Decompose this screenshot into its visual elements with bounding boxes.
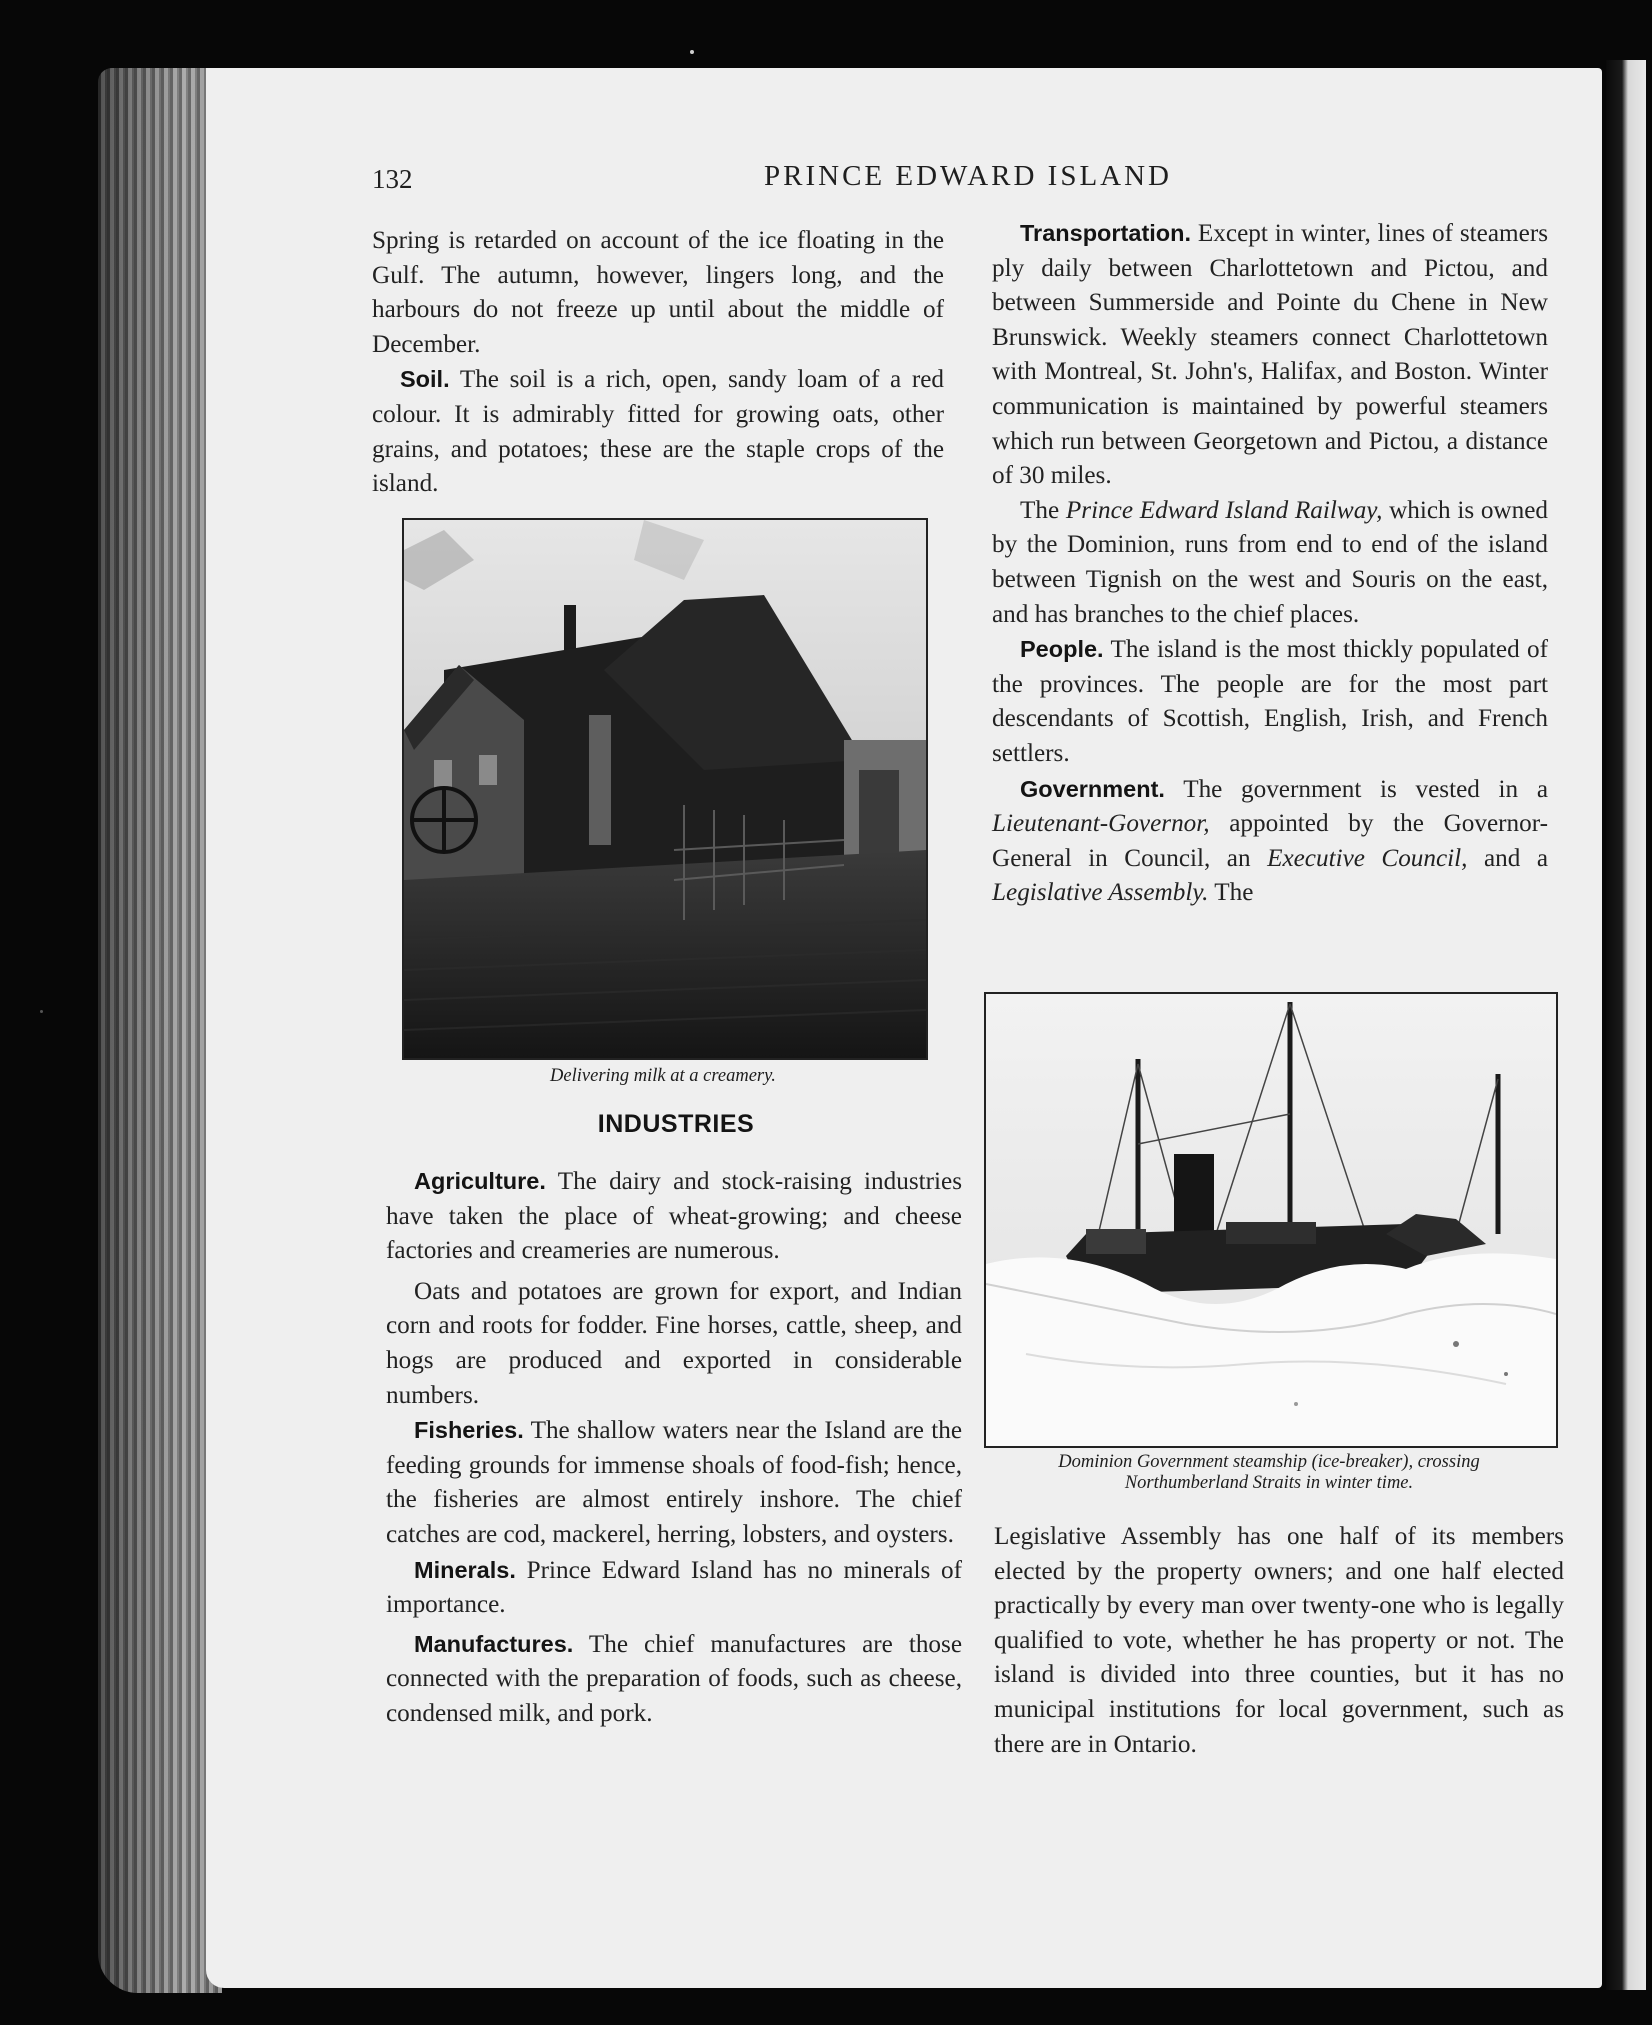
paragraph-railway: The Prince Edward Island Railway, which is owned by the Dominion, runs from end to end of the island between Tignish on the west and Souris on the east, and has branches to the chief places.: [992, 496, 1548, 628]
right-column-bottom: [994, 1520, 1564, 1762]
paragraph-crops: Oats and potatoes are grown for export, and Indian corn and roots for fodder. Fine horses, cattle, sheep, and hogs are produced and exported in considerable numbers.: [386, 1277, 962, 1409]
page-number: 132: [372, 164, 413, 194]
creamery-illustration: [404, 520, 926, 1058]
paragraph-fisheries: Fisheries. The shallow waters near the Island are the feeding grounds for immense shoals of food-fish; hence, the fisheries are almost entirely inshore. The chief catches are cod, mackerel, herring, lobsters, and oysters.: [386, 1417, 963, 1548]
heading-government: Government.: [1020, 775, 1165, 802]
paragraph-government: Government. The government is vested in a Lieutenant-Governor, appointed by the Governor-General in Council, an Executive Council, and a Legislative Assembly. The: [992, 775, 1548, 907]
page-header: [0, 160, 1652, 204]
paragraph-spring: Spring is retarded on account of the ice floating in the Gulf. The autumn, however, lingers long, and the harbours do not freeze up until about the middle of December.: [372, 227, 944, 358]
left-column-top: [372, 224, 944, 502]
paragraph-soil: Soil. The soil is a rich, open, sandy loam of a red colour. It is admirably fitted for growing oats, other grains, and potatoes; these are the staple crops of the island.: [372, 366, 944, 498]
steamship-caption-line-1: Dominion Government steamship (ice-breaker), crossing: [1058, 1452, 1480, 1472]
heading-minerals: Minerals.: [414, 1556, 516, 1583]
heading-people: People.: [1020, 636, 1104, 663]
paragraph-transportation: Transportation. Except in winter, lines of steamers ply daily between Charlottetown and Pictou, and between Summerside and Pointe du Chene in New Brunswick. Weekly steamers connect Charlottetown with Montreal, St. John's, Halifax, and Boston. Winter communication is maintained by powerful steamers which run between Georgetown and Pictou, a distance of 30 miles.: [992, 220, 1549, 490]
next-page-edge: [1606, 60, 1646, 1990]
book-spine: [98, 68, 222, 1993]
paragraph-agriculture: Agriculture. The dairy and stock-raising industries have taken the place of wheat-growing; and cheese factories and creameries are numerous.: [386, 1168, 962, 1265]
heading-fisheries: Fisheries.: [414, 1417, 524, 1444]
railway-name: Prince Edward Island Railway,: [1065, 496, 1383, 524]
left-column-industries: [386, 1164, 962, 1732]
right-column-top: [992, 216, 1548, 911]
running-title: PRINCE EDWARD ISLAND: [764, 160, 1172, 192]
industries-heading: INDUSTRIES: [597, 1110, 755, 1138]
heading-agriculture: Agriculture.: [414, 1168, 546, 1194]
dust-speck: [40, 1010, 43, 1013]
creamery-caption: Delivering milk at a creamery.: [550, 1066, 776, 1086]
paragraph-manufactures: Manufactures. The chief manufactures are those connected with the preparation of foods, such as cheese, condensed milk, and pork.: [386, 1630, 963, 1727]
creamery-photo: [402, 518, 928, 1060]
steamship-caption-line-2: Northumberland Straits in winter time.: [1124, 1473, 1414, 1493]
steamship-illustration: [986, 994, 1556, 1446]
paragraph-minerals: Minerals. Prince Edward Island has no minerals of importance.: [386, 1556, 962, 1619]
dust-speck: [690, 50, 694, 54]
heading-manufactures: Manufactures.: [414, 1630, 574, 1657]
steamship-caption: [984, 1452, 1554, 1494]
heading-soil: Soil.: [400, 366, 450, 393]
steamship-photo: [984, 992, 1558, 1448]
heading-transportation: Transportation.: [1020, 220, 1192, 246]
paragraph-people: People. The island is the most thickly populated of the provinces. The people are for the most part descendants of Scottish, English, Irish, and French settlers.: [992, 636, 1549, 767]
paragraph-assembly: Legislative Assembly has one half of its members elected by the property owners; and one half elected practically by every man over twenty-one who is legally qualified to vote, whether he has property or not. The island is divided into three counties, but it has no municipal institutions for local government, such as there are in Ontario.: [994, 1523, 1564, 1758]
